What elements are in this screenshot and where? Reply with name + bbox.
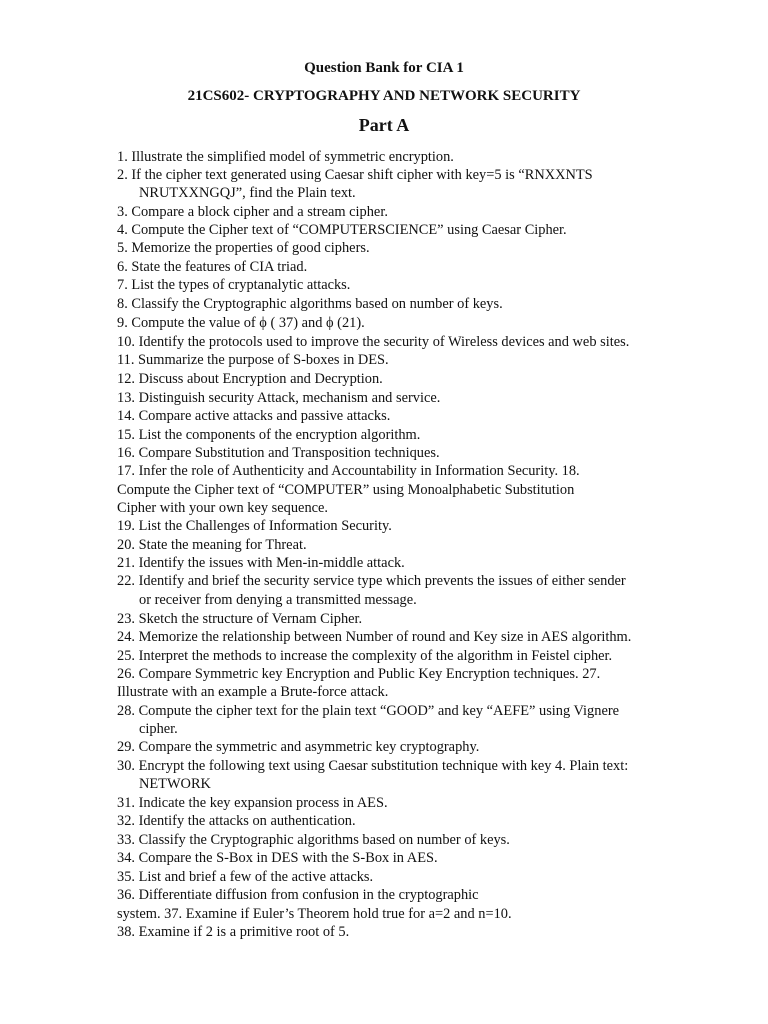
question-line: 19. List the Challenges of Information Security. [117,518,392,534]
question-line: 32. Identify the attacks on authentication. [117,813,356,829]
question-line: 36. Differentiate diffusion from confusion in the cryptographic [117,887,479,903]
question-line-continuation: Compute the Cipher text of “COMPUTER” using Monoalphabetic Substitution [117,482,575,498]
question-line: 15. List the components of the encryption algorithm. [117,427,421,443]
question-line: 31. Indicate the key expansion process in AES. [117,795,388,811]
question-line: 14. Compare active attacks and passive attacks. [117,408,391,424]
question-line: 10. Identify the protocols used to improve the security of Wireless devices and web sites. [117,334,630,350]
question-line-continuation: Illustrate with an example a Brute-force attack. [117,684,389,700]
question-line-continuation: cipher. [139,721,178,737]
question-line: 34. Compare the S-Box in DES with the S-Box in AES. [117,850,438,866]
document-title: Question Bank for CIA 1 [304,60,464,76]
question-line: 4. Compute the Cipher text of “COMPUTERSCIENCE” using Caesar Cipher. [117,222,567,238]
question-line: 8. Classify the Cryptographic algorithms based on number of keys. [117,296,503,312]
question-line: 28. Compute the cipher text for the plain text “GOOD” and key “AEFE” using Vignere [117,703,620,719]
question-line: 12. Discuss about Encryption and Decryption. [117,371,383,387]
question-line: 20. State the meaning for Threat. [117,537,307,553]
question-line: 22. Identify and brief the security service type which prevents the issues of either sender [117,573,626,589]
question-line: 25. Interpret the methods to increase the complexity of the algorithm in Feistel cipher. [117,648,613,664]
question-line: 16. Compare Substitution and Transposition techniques. [117,445,440,461]
question-line: 17. Infer the role of Authenticity and Accountability in Information Security. 18. [117,463,580,479]
part-heading: Part A [358,115,410,135]
question-line: 13. Distinguish security Attack, mechanism and service. [117,390,441,406]
question-line-continuation: NRUTXXNGQJ”, find the Plain text. [139,185,356,201]
question-line-continuation: Cipher with your own key sequence. [117,500,329,516]
question-line: 2. If the cipher text generated using Caesar shift cipher with key=5 is “RNXXNTS [117,167,593,183]
question-line: 35. List and brief a few of the active attacks. [117,869,374,885]
question-line: 1. Illustrate the simplified model of symmetric encryption. [117,149,454,165]
question-line-continuation: system. 37. Examine if Euler’s Theorem hold true for a=2 and n=10. [117,906,512,922]
question-line: 26. Compare Symmetric key Encryption and Public Key Encryption techniques. 27. [117,666,601,682]
question-line: 38. Examine if 2 is a primitive root of 5. [117,924,350,940]
question-line: 5. Memorize the properties of good ciphers. [117,240,370,256]
course-title: 21CS602- CRYPTOGRAPHY AND NETWORK SECURITY [187,88,581,104]
question-line: 9. Compute the value of ϕ ( 37) and ϕ (21). [117,315,365,331]
question-line: 30. Encrypt the following text using Caesar substitution technique with key 4. Plain text: [117,758,629,774]
question-line: 24. Memorize the relationship between Number of round and Key size in AES algorithm. [117,629,632,645]
question-line: 7. List the types of cryptanalytic attacks. [117,277,351,293]
question-line: 3. Compare a block cipher and a stream cipher. [117,204,388,220]
question-line: 29. Compare the symmetric and asymmetric key cryptography. [117,739,480,755]
question-line: 11. Summarize the purpose of S-boxes in DES. [117,352,389,368]
question-line: 23. Sketch the structure of Vernam Cipher. [117,611,363,627]
question-line-continuation: or receiver from denying a transmitted message. [139,592,417,608]
question-line: 33. Classify the Cryptographic algorithms based on number of keys. [117,832,510,848]
question-line-continuation: NETWORK [139,776,211,792]
question-line: 21. Identify the issues with Men-in-middle attack. [117,555,405,571]
question-line: 6. State the features of CIA triad. [117,259,308,275]
